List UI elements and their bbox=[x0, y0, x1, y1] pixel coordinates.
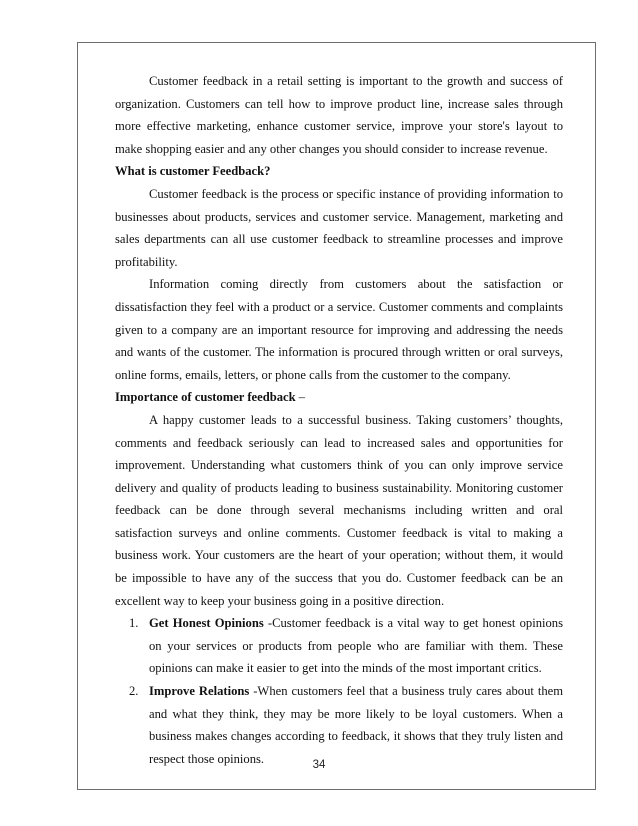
list-item bbox=[115, 680, 563, 770]
list-item-text: -Customer feedback is a vital way to get honest opinions on your services or products from people who are familiar with them. These opinions can make it easier to get into the minds of the most important critics. bbox=[149, 616, 563, 676]
intro-paragraph: Customer feedback in a retail setting is important to the growth and success of organization. Customers can tell how to improve product line, increase sales through more effective marketing, enhance customer service, improve your store's layout to make shopping easier and any other changes you should consider to increase revenue. bbox=[115, 74, 563, 156]
list-item bbox=[115, 612, 563, 680]
section-heading-what-is-feedback: What is customer Feedback? bbox=[115, 164, 271, 179]
section-heading-importance bbox=[115, 386, 563, 409]
document-body bbox=[115, 70, 563, 770]
information-paragraph: Information coming directly from customers about the satisfaction or dissatisfaction they feel with a product or a service. Customer comments and complaints given to a company are an important resource for improving and addressing the needs and wants of the customer. The information is procured through written or oral surveys, online forms, emails, letters, or phone calls from the customer to the company. bbox=[115, 277, 563, 382]
list-item-number: 1. bbox=[129, 616, 139, 631]
list-item-term: Improve Relations bbox=[149, 684, 250, 699]
definition-paragraph: Customer feedback is the process or specific instance of providing information to businesses about products, services and customer service. Management, marketing and sales departments can all use customer feedback to streamline processes and improve profitability. bbox=[115, 186, 563, 269]
list-item-term: Get Honest Opinions bbox=[149, 616, 264, 631]
benefits-list bbox=[115, 612, 563, 770]
list-item-text: -When customers feel that a business truly cares about them and what they think, they may be more likely to be loyal customers. When a business makes changes according to feedback, it shows that they truly listen and respect those opinions. bbox=[149, 684, 563, 766]
list-item-number: 2. bbox=[129, 684, 139, 699]
page-number: 34 bbox=[312, 759, 326, 771]
importance-heading-text: Importance of customer feedback bbox=[115, 390, 296, 405]
importance-heading-dash: – bbox=[295, 390, 306, 405]
importance-paragraph: A happy customer leads to a successful business. Taking customers’ thoughts, comments and feedback seriously can lead to increased sales and opportunities for improvement. Understanding what customers think of you can only improve service delivery and quality of products leading to business sustainability. Monitoring customer feedback can be done through several mechanisms including written and oral satisfaction surveys and online comments. Customer feedback is vital to making a business work. Your customers are the heart of your operation; without them, it would be impossible to have any of the success that you do. Customer feedback can be an excellent way to keep your business going in a positive direction. bbox=[115, 412, 563, 608]
